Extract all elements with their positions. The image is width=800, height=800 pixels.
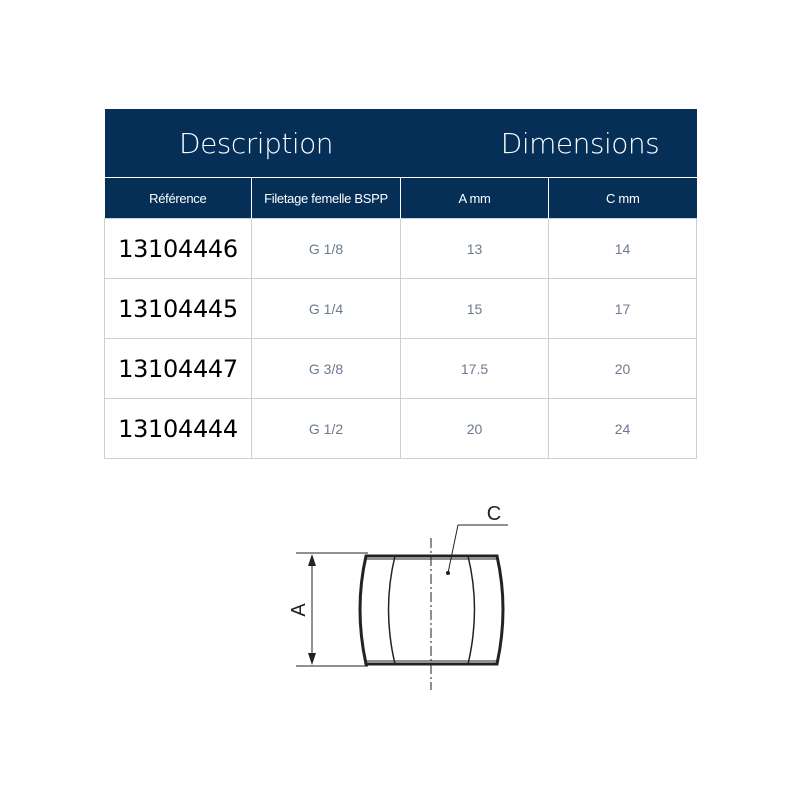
reference-cell: 13104447 xyxy=(105,339,252,399)
c-mm-cell: 14 xyxy=(549,219,697,279)
dimension-c-label: C xyxy=(486,503,502,525)
column-header-c-mm: C mm xyxy=(549,178,697,219)
a-mm-cell: 15 xyxy=(401,279,549,339)
dimension-a-label: A xyxy=(288,603,310,617)
thread-cell: G 3/8 xyxy=(252,339,401,399)
reference-cell: 13104446 xyxy=(105,219,252,279)
c-mm-cell: 20 xyxy=(549,339,697,399)
a-mm-cell: 13 xyxy=(401,219,549,279)
thread-cell: G 1/4 xyxy=(252,279,401,339)
reference-cell: 13104444 xyxy=(105,399,252,459)
reference-cell: 13104445 xyxy=(105,279,252,339)
dimension-a-top-arrow xyxy=(308,554,316,566)
c-mm-cell: 24 xyxy=(549,399,697,459)
thread-cell: G 1/2 xyxy=(252,399,401,459)
a-mm-cell: 17.5 xyxy=(401,339,549,399)
dimension-a-bottom-arrow xyxy=(308,653,316,665)
column-header-thread: Filetage femelle BSPP xyxy=(252,178,401,219)
a-mm-cell: 20 xyxy=(401,399,549,459)
description-header: Description xyxy=(105,109,401,178)
thread-cell: G 1/8 xyxy=(252,219,401,279)
dimensions-header: Dimensions xyxy=(401,109,697,178)
column-header-a-mm: A mm xyxy=(401,178,549,219)
column-header-reference: Référence xyxy=(105,178,252,219)
c-mm-cell: 17 xyxy=(549,279,697,339)
